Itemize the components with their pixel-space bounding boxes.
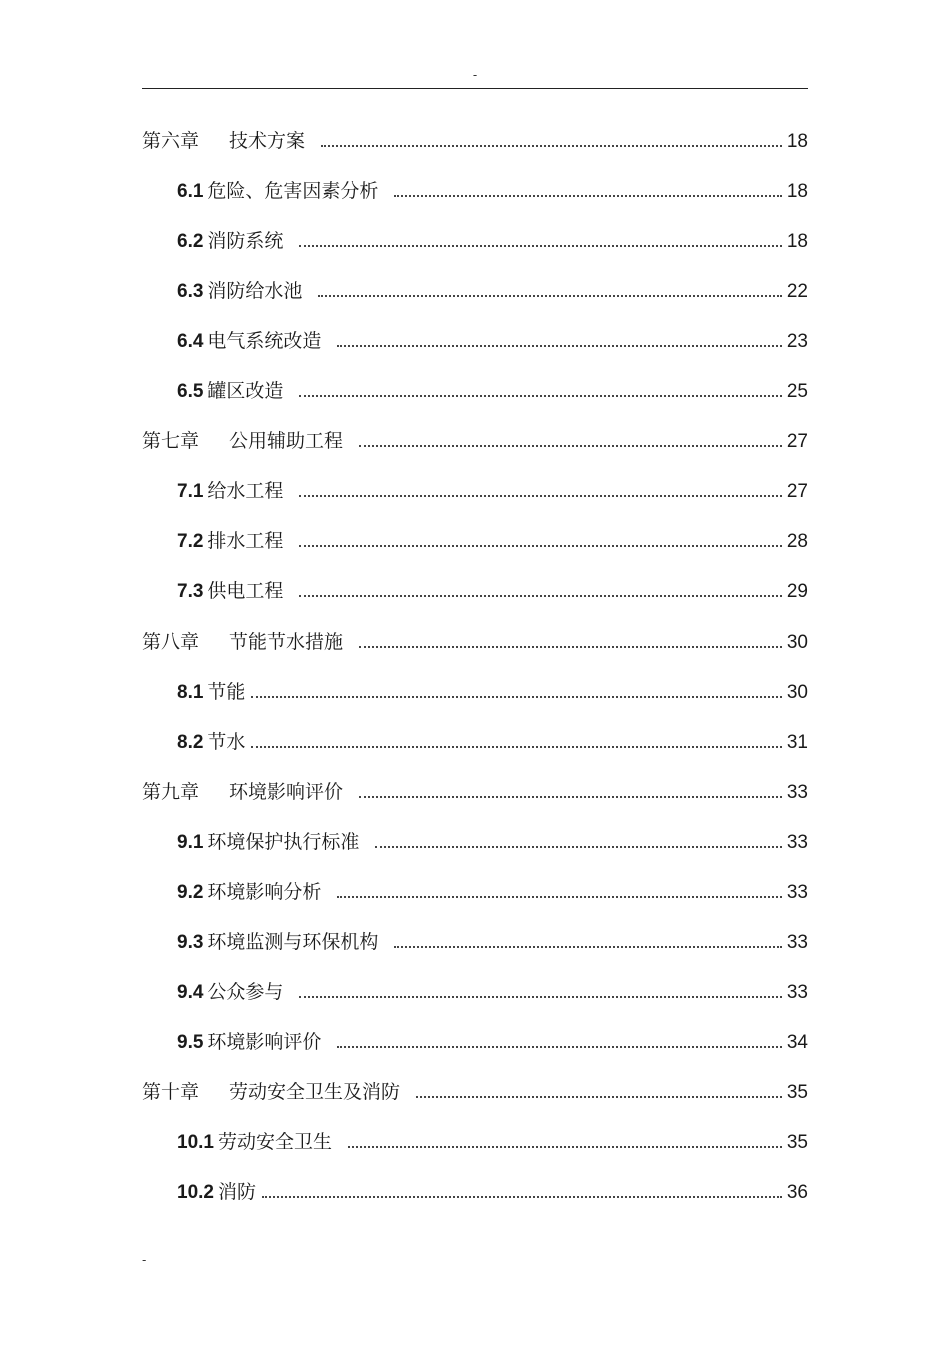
section-number: 9.5 — [177, 1031, 204, 1053]
entry-title: 排水工程 — [207, 530, 284, 553]
toc-section-entry[interactable] — [177, 827, 808, 857]
dot-leader — [416, 1096, 782, 1098]
page-number: 22 — [786, 281, 808, 303]
toc-section-entry[interactable] — [177, 176, 808, 206]
chapter-label: 第六章 — [142, 130, 200, 152]
entry-title: 环境影响评价 — [207, 1030, 322, 1053]
entry-title: 环境保护执行标准 — [207, 830, 360, 853]
chapter-label: 第七章 — [142, 430, 200, 453]
dot-leader — [262, 1196, 782, 1198]
section-number: 9.3 — [177, 931, 204, 953]
page-number: 33 — [786, 831, 808, 853]
chapter-label: 第十章 — [142, 1080, 200, 1103]
section-number: 10.2 — [177, 1182, 214, 1204]
dot-leader — [394, 946, 782, 948]
entry-title: 电气系统改造 — [207, 330, 322, 353]
dot-leader — [337, 896, 782, 898]
section-number: 10.1 — [177, 1132, 214, 1153]
page-number: 18 — [786, 131, 808, 152]
toc-chapter-entry[interactable] — [142, 627, 808, 657]
entry-title: 罐区改造 — [207, 380, 284, 403]
section-number: 9.4 — [177, 981, 204, 1003]
entry-title: 消防系统 — [207, 230, 284, 253]
toc-chapter-entry[interactable] — [142, 1077, 808, 1107]
toc-section-entry[interactable] — [177, 326, 808, 356]
dot-leader — [348, 1146, 782, 1148]
page-number: 18 — [786, 231, 808, 253]
entry-title: 劳动安全卫生及消防 — [229, 1080, 401, 1103]
page-number: 33 — [786, 881, 808, 903]
chapter-label: 第九章 — [142, 780, 200, 803]
dot-leader — [299, 595, 782, 597]
dot-leader — [394, 195, 782, 197]
toc-chapter-entry[interactable] — [142, 126, 808, 156]
dot-leader — [337, 1046, 782, 1048]
dot-leader — [251, 696, 782, 698]
header-rule — [142, 88, 808, 89]
dot-leader — [299, 495, 782, 497]
page-number: 30 — [786, 631, 808, 653]
entry-title: 公用辅助工程 — [229, 430, 344, 453]
toc-section-entry[interactable] — [177, 977, 808, 1007]
toc-chapter-entry[interactable] — [142, 777, 808, 807]
page-number: 33 — [786, 981, 808, 1003]
entry-title: 公众参与 — [207, 980, 284, 1003]
section-number: 7.3 — [177, 581, 204, 603]
chapter-label: 第八章 — [142, 630, 200, 653]
entry-title: 供电工程 — [207, 580, 284, 603]
page-number: 35 — [786, 1132, 808, 1153]
dot-leader — [299, 395, 782, 397]
page-number: 30 — [786, 681, 808, 703]
entry-title: 劳动安全卫生 — [217, 1131, 332, 1153]
page-number: 31 — [786, 731, 808, 753]
dot-leader — [299, 996, 782, 998]
toc-section-entry[interactable] — [177, 476, 808, 506]
toc-section-entry[interactable] — [177, 927, 808, 957]
dot-leader — [299, 545, 782, 547]
entry-title: 环境监测与环保机构 — [207, 930, 379, 953]
dot-leader — [359, 445, 782, 447]
dot-leader — [359, 796, 782, 798]
dot-leader — [337, 345, 782, 347]
dot-leader — [299, 245, 782, 247]
entry-title: 危险、危害因素分析 — [207, 180, 379, 203]
toc-section-entry[interactable] — [177, 526, 808, 556]
toc-chapter-entry[interactable] — [142, 426, 808, 456]
entry-title: 技术方案 — [229, 130, 306, 152]
toc-section-entry[interactable] — [177, 877, 808, 907]
entry-title: 节能节水措施 — [229, 630, 344, 653]
entry-title: 给水工程 — [207, 480, 284, 503]
page-number: 33 — [786, 781, 808, 803]
section-number: 7.1 — [177, 481, 204, 503]
dot-leader — [318, 295, 782, 297]
page-number: 36 — [786, 1182, 808, 1204]
section-number: 8.2 — [177, 731, 204, 753]
section-number: 8.1 — [177, 681, 204, 703]
dot-leader — [359, 646, 782, 648]
toc-section-entry[interactable] — [177, 1027, 808, 1057]
page-number: 34 — [786, 1031, 808, 1053]
toc-section-entry[interactable] — [177, 1127, 808, 1157]
dot-leader — [251, 746, 782, 748]
section-number: 6.3 — [177, 281, 204, 303]
toc-section-entry[interactable] — [177, 276, 808, 306]
page-number: 29 — [786, 581, 808, 603]
footer-mark: - — [142, 1253, 147, 1267]
entry-title: 节能 — [207, 680, 246, 703]
page-number: 23 — [786, 331, 808, 353]
toc-section-entry[interactable] — [177, 677, 808, 707]
section-number: 6.2 — [177, 231, 204, 253]
page-number: 27 — [786, 481, 808, 503]
entry-title: 消防 — [217, 1181, 256, 1204]
entry-title: 环境影响评价 — [229, 780, 344, 803]
section-number: 6.1 — [177, 181, 204, 203]
header-mark: - — [472, 68, 478, 82]
entry-title: 环境影响分析 — [207, 880, 322, 903]
page-number: 27 — [786, 431, 808, 453]
dot-leader — [321, 145, 782, 147]
section-number: 7.2 — [177, 531, 204, 553]
section-number: 6.5 — [177, 381, 204, 403]
toc-section-entry[interactable] — [177, 727, 808, 757]
toc-section-entry[interactable] — [177, 376, 808, 406]
section-number: 9.1 — [177, 831, 204, 853]
page-number: 28 — [786, 531, 808, 553]
page-number: 25 — [786, 381, 808, 403]
entry-title: 消防给水池 — [207, 280, 303, 303]
toc-section-entry[interactable] — [177, 226, 808, 256]
page-number: 18 — [786, 181, 808, 203]
entry-title: 节水 — [207, 730, 246, 753]
page-number: 33 — [786, 931, 808, 953]
section-number: 6.4 — [177, 331, 204, 353]
toc-section-entry[interactable] — [177, 1177, 808, 1207]
section-number: 9.2 — [177, 881, 204, 903]
dot-leader — [375, 846, 782, 848]
page-number: 35 — [786, 1081, 808, 1103]
toc-section-entry[interactable] — [177, 576, 808, 606]
